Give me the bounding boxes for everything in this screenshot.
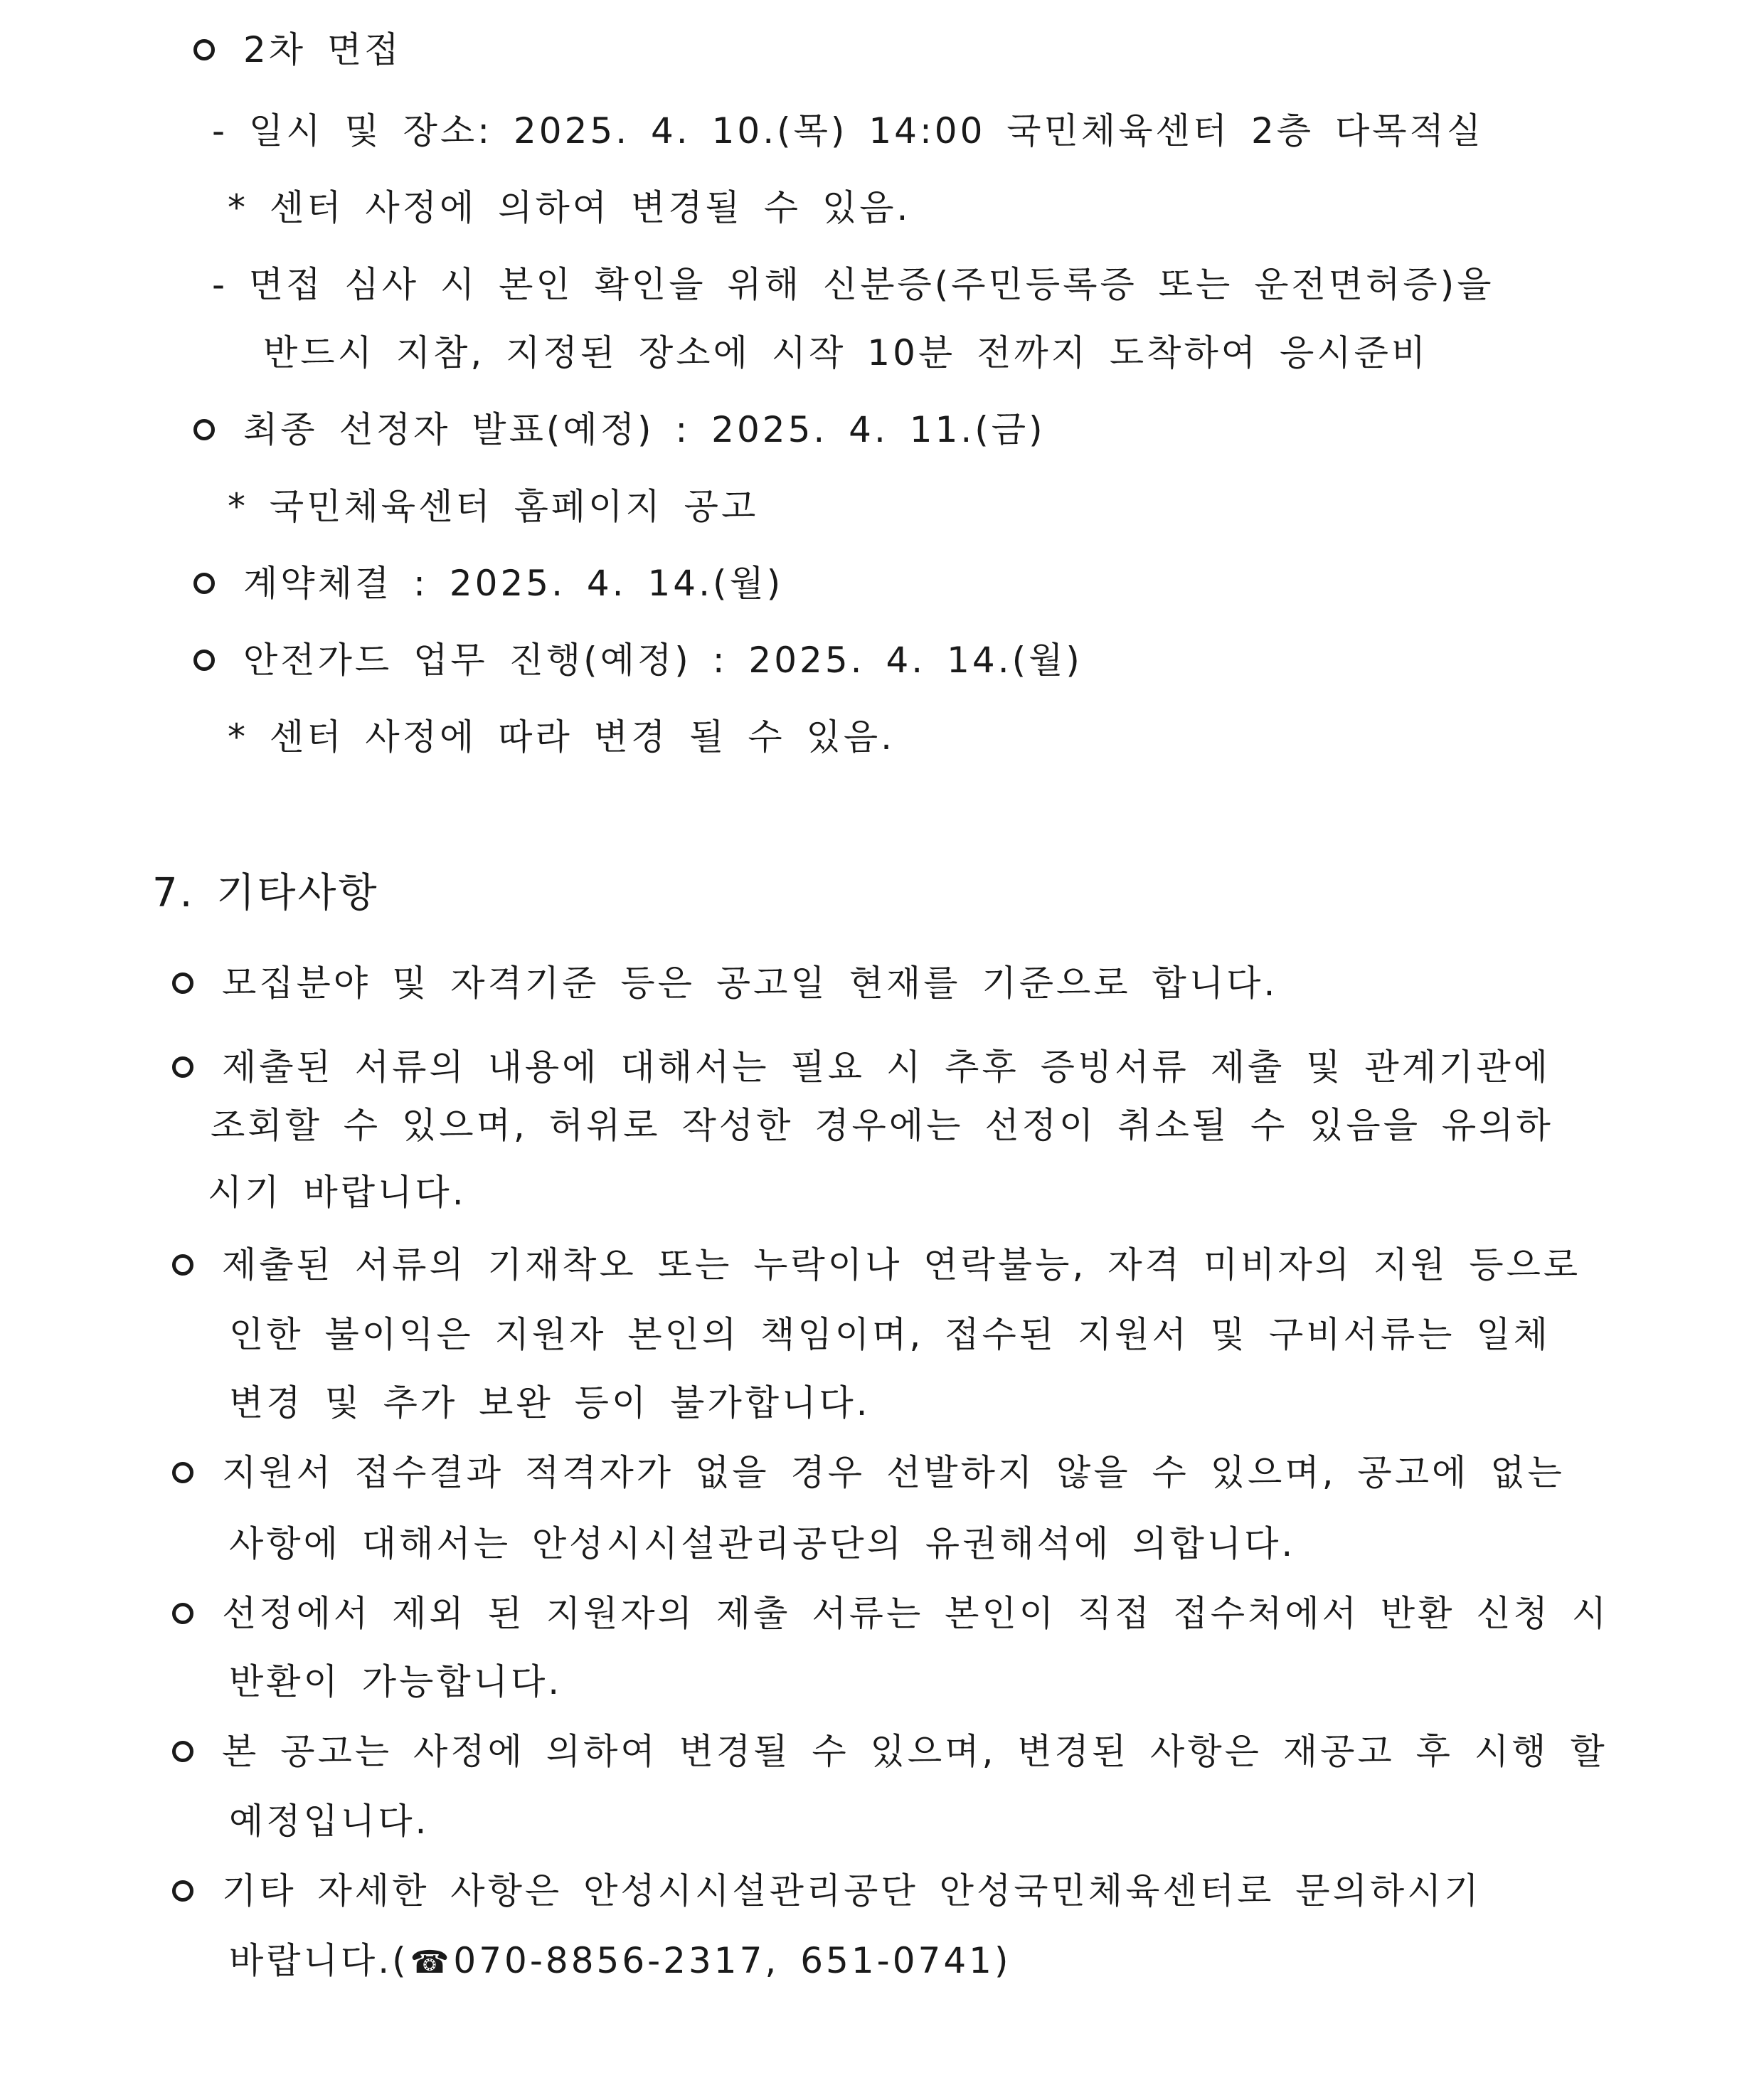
list-item-continuation: 시기 바랍니다.	[208, 1172, 467, 1213]
interview2-id-line2: 반드시 지참, 지정된 장소에 시작 10분 전까지 도착하여 응시준비	[263, 332, 1429, 373]
list-item-continuation: 반환이 가능합니다.	[229, 1661, 563, 1702]
list-item-continuation: 조회할 수 있으며, 허위로 작성한 경우에는 선정이 취소될 수 있음을 유의하	[211, 1105, 1553, 1146]
list-item-text: 제출된 서류의 내용에 대해서는 필요 시 추후 증빙서류 제출 및 관계기관에	[222, 1046, 1551, 1088]
interview2-datetime: - 일시 및 장소: 2025. 4. 10.(목) 14:00 국민체육센터 2층 다목적실	[212, 110, 1484, 152]
list-item-text: 제출된 서류의 기재착오 또는 누락이나 연락불능, 자격 미비자의 지원 등으로	[222, 1244, 1581, 1286]
contract-item	[193, 562, 783, 605]
interview2-title: 2차 면접	[243, 29, 402, 70]
circle-bullet-icon	[172, 1462, 193, 1483]
final-title: 최종 선정자 발표(예정) : 2025. 4. 11.(금)	[243, 409, 1046, 450]
interview2-item	[193, 28, 402, 71]
list-item-text: 모집분야 및 자격기준 등은 공고일 현재를 기준으로 합니다.	[222, 963, 1278, 1004]
circle-bullet-icon	[172, 1603, 193, 1624]
list-item-text: 선정에서 제외 된 지원자의 제출 서류는 본인이 직접 접수처에서 반환 신청 시	[222, 1593, 1610, 1634]
list-item-text: 지원서 접수결과 적격자가 없을 경우 선발하지 않을 수 있으며, 공고에 없는	[222, 1452, 1565, 1493]
list-item	[172, 1592, 1609, 1635]
contact-line	[229, 1939, 1011, 1984]
list-item-continuation: 예정입니다.	[229, 1801, 430, 1842]
contact-numbers: 070-8856-2317, 651-0741)	[453, 1940, 1011, 1981]
final-item	[193, 408, 1046, 451]
list-item-text: 기타 자세한 사항은 안성시시설관리공단 안성국민체육센터로 문의하시기	[222, 1870, 1482, 1912]
circle-bullet-icon	[172, 1741, 193, 1762]
interview2-note: * 센터 사정에 의하여 변경될 수 있음.	[228, 187, 911, 228]
list-item-continuation: 사항에 대해서는 안성시시설관리공단의 유권해석에 의합니다.	[229, 1523, 1296, 1564]
work-note: * 센터 사정에 따라 변경 될 수 있음.	[228, 716, 896, 758]
list-item	[172, 962, 1277, 1005]
final-note: * 국민체육센터 홈페이지 공고	[228, 486, 759, 527]
contact-prefix: 바랍니다.(	[229, 1940, 409, 1981]
list-item-continuation: 인한 불이익은 지원자 본인의 책임이며, 접수된 지원서 및 구비서류는 일체	[229, 1314, 1551, 1355]
circle-bullet-icon	[193, 39, 215, 60]
work-title: 안전가드 업무 진행(예정) : 2025. 4. 14.(월)	[243, 640, 1083, 681]
list-item	[172, 1244, 1580, 1286]
list-item	[172, 1870, 1482, 1912]
list-item	[172, 1451, 1565, 1494]
list-item-text: 본 공고는 사정에 의하여 변경될 수 있으며, 변경된 사항은 재공고 후 시행 할	[222, 1731, 1608, 1772]
circle-bullet-icon	[193, 419, 215, 440]
circle-bullet-icon	[172, 972, 193, 994]
list-item	[172, 1046, 1551, 1088]
circle-bullet-icon	[193, 573, 215, 594]
circle-bullet-icon	[172, 1880, 193, 1902]
circle-bullet-icon	[172, 1254, 193, 1276]
phone-icon: ☎	[410, 1944, 450, 1981]
section7-heading: 7. 기타사항	[152, 870, 379, 916]
contract-title: 계약체결 : 2025. 4. 14.(월)	[243, 563, 784, 604]
circle-bullet-icon	[193, 650, 215, 671]
list-item-continuation: 변경 및 추가 보완 등이 불가합니다.	[229, 1382, 871, 1424]
circle-bullet-icon	[172, 1056, 193, 1078]
list-item	[172, 1730, 1608, 1773]
work-item	[193, 639, 1083, 682]
interview2-id-line1: - 면접 심사 시 본인 확인을 위해 신분증(주민등록증 또는 운전면허증)을	[212, 264, 1494, 305]
